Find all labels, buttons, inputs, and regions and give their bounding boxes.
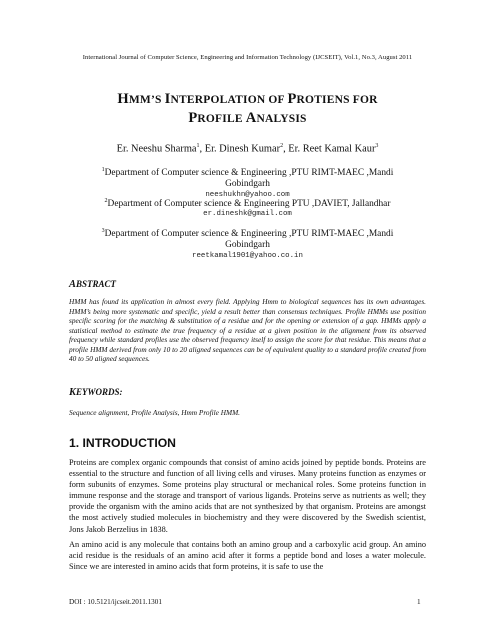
affiliation-2: $^2$Department of Computer science & Engineering PTU ,DAVIET, Jallandhar er.dineshk@gmail.com [0,196,495,219]
author-email: neeshukhn@yahoo.com [205,190,290,199]
author-superscript: 1 [196,143,200,149]
author-name: Er. Neeshu Sharma [116,143,197,155]
affiliation-1: $^1$Department of Computer science & Engineering ,PTU RIMT-MAEC ,Mandi Gobindgarh neeshukhn@yahoo.com [0,165,495,200]
page-number: 1 [417,598,421,606]
paper-title [0,90,495,128]
affiliation-3: $^3$Department of Computer science & Engineering ,PTU RIMT-MAEC ,Mandi Gobindgarh reetkamal1901@yahoo.co.in [0,226,495,261]
author-email: reetkamal1901@yahoo.co.in [192,251,303,260]
footer-doi: DOI : 10.5121/ijcseit.2011.1301 [69,598,162,606]
abstract-text: HMM has found its application in almost every field. Applying Hmm to biological sequences has its own advantages. HMM’s being more systematic and specific, yield a result better than consensus techniques. Profile HMMs use position specific scoring for the matching & substitution of a residue and for the opening or extension of a gap. HMMs apply a statistical method to estimate the true frequency of a residue at a given position in the alignment from its observed frequency while standard profiles use the observed frequency itself to assign the score for that residue. This means that a profile HMM derived from only 10 to 20 aligned sequences can be of equivalent quality to a standard profile created from 40 to 50 aligned sequences. [69,297,426,364]
author-superscript: 3 [375,143,379,149]
author-email: er.dineshk@gmail.com [203,210,292,219]
author-name: Er. Reet Kamal Kaur [288,143,376,155]
author-name: Er. Dinesh Kumar [204,143,281,155]
keywords-text: Sequence alignment, Profile Analysis, Hmm Profile HMM. [69,408,240,417]
keywords-heading: KEYWORDS: [69,387,123,398]
title-line-1: HMM’S INTERPOLATION OF PROTIENS FOR [117,91,378,107]
author-superscript: 2 [280,143,284,149]
author-list: Er. Neeshu Sharma$^1$, Er. Dinesh Kumar$^2$, Er. Reet Kamal Kaur$^3$ [116,143,379,155]
journal-header: International Journal of Computer Science, Engineering and Information Technology (IJCSEIT), Vol.1, No.3, August 2011 [82,54,413,61]
abstract-heading: ABSTRACT [69,279,116,290]
introduction-paragraph-2: An amino acid is any molecule that contains both an amino group and a carboxylic acid group. An amino acid residue is the residuals of an amino acid after it forms a peptide bond and loses a water molecule. Since we are interested in amino acids that form proteins, it is safe to use the [69,540,426,572]
title-line-2: PROFILE ANALYSIS [188,110,307,126]
introduction-paragraph-1: Proteins are complex organic compounds that consist of amino acids joined by peptide bonds. Proteins are essential to the structure and function of all living cells and viruses. Many proteins function as enzymes or form subunits of enzymes. Some proteins play structural or mechanical roles. Some proteins function in immune response and the storage and transport of various ligands. Proteins serve as nutrients as well; they provide the organism with the amino acids that are not synthesized by that organism. Proteins are amongst the most actively studied molecules in biochemistry and they were discovered by the Swedish scientist, Jons Jakob Berzelius in 1838. [69,458,426,534]
introduction-heading: 1. INTRODUCTION [69,436,176,450]
